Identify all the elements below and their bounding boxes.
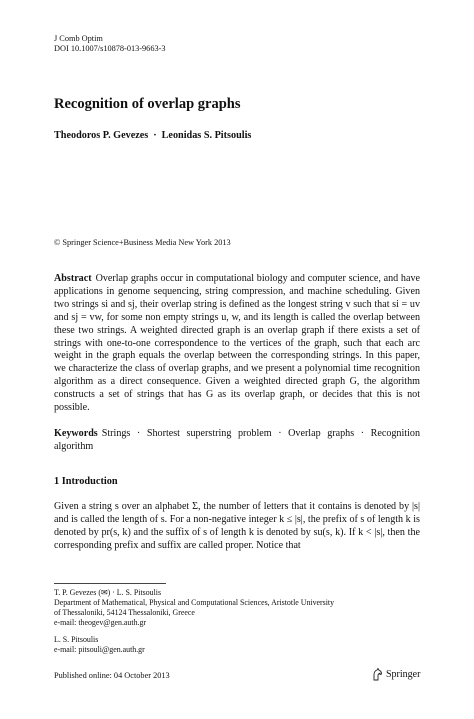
contact-email[interactable]: e-mail: pitsouli@gen.auth.gr	[54, 644, 145, 654]
author-list	[54, 130, 251, 141]
abstract-label: Abstract	[54, 273, 92, 284]
paper-title: Recognition of overlap graphs	[54, 96, 241, 112]
doi: DOI 10.1007/s10878-013-9663-3	[54, 44, 166, 53]
introduction-text: Given a string s over an alphabet Σ, the number of letters that it contains is denoted by |s| and is called the length of s. For a non-negative integer k ≤ |s|, the prefix of s of length k is denoted by pr(s, k) and the suffix of s of length k is denoted by su(s, k). If k < |s|, then the corresponding prefix and suffix are called proper. Notice that	[54, 501, 420, 551]
second-author-contact	[54, 635, 434, 655]
keywords	[54, 428, 420, 454]
abstract	[54, 273, 420, 415]
running-header	[54, 34, 166, 54]
journal-name: J Comb Optim	[54, 34, 103, 43]
section-heading: 1 Introduction	[54, 476, 118, 487]
affiliation-department: Department of Mathematical, Physical and Computational Sciences, Aristotle University	[54, 597, 335, 607]
publisher-logo	[372, 668, 420, 681]
keywords-label: Keywords	[54, 428, 98, 439]
copyright-notice: © Springer Science+Business Media New York 2013	[54, 238, 231, 247]
publisher-name: Springer	[386, 669, 421, 680]
affiliation-address: of Thessaloniki, 54124 Thessaloniki, Greece	[54, 607, 195, 617]
author-affiliation	[54, 588, 434, 628]
affiliation-authors: T. P. Gevezes (✉) · L. S. Pitsoulis	[54, 588, 162, 597]
author-separator: ·	[153, 130, 157, 141]
author-1[interactable]: Theodoros P. Gevezes	[54, 130, 149, 141]
published-date: Published online: 04 October 2013	[54, 671, 170, 680]
abstract-text: Overlap graphs occur in computational biology and computer science, and have applications in genome sequencing, string compression, and machine scheduling. Given two strings si and sj, their overlap string is defined as the longest string v such that si = uv and sj = vw, for some non empty strings u, w, and its length is called the overlap between these two strings. A weighted directed graph is an overlap graph if there exists a set of strings with one-to-one correspondence to the vertices of the graph, such that each arc weight in the graph equals the overlap between the corresponding strings. In this paper, we characterize the class of overlap graphs, and we present a polynomial time recognition algorithm as a direct consequence. Given a weighted directed graph G, the algorithm constructs a set of strings that has G as its overlap graph, or decides that this is not possible.	[54, 273, 420, 414]
footnote-rule	[54, 583, 166, 584]
affiliation-email[interactable]: e-mail: theogev@gen.auth.gr	[54, 617, 147, 627]
springer-horse-icon	[372, 668, 383, 681]
contact-name: L. S. Pitsoulis	[54, 635, 99, 644]
keywords-text: Strings · Shortest superstring problem · Overlap graphs · Recognition algorithm	[54, 428, 420, 452]
author-2[interactable]: Leonidas S. Pitsoulis	[161, 130, 252, 141]
